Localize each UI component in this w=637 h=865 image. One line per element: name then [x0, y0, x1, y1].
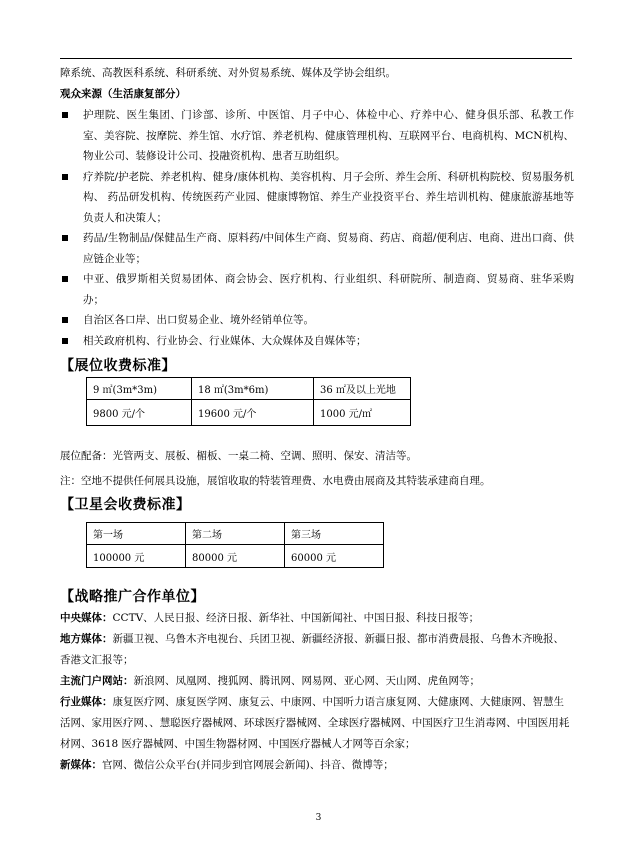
table-row — [87, 400, 411, 426]
bullet-square-icon — [62, 317, 68, 323]
header-rule — [60, 58, 572, 59]
table-row — [87, 523, 384, 545]
page-content — [60, 63, 574, 776]
table-cell: 1000 元/㎡ — [314, 400, 411, 426]
bullet-square-icon — [62, 276, 68, 282]
bullet-square-icon — [62, 235, 68, 241]
booth-config: 展位配备：光管两支、展板、楣板、一桌二椅、空调、照明、保安、清洁等。 — [60, 450, 417, 462]
table-cell: 9 ㎡(3m*3m) — [87, 378, 192, 400]
booth-heading: 【展位收费标准】 — [60, 358, 176, 374]
list-item: 行业媒体：康复医疗网、康复医学网、康复云、中康网、中国听力语言康复网、大健康网、大健康网、智慧生活网、家用医疗网、、慧聪医疗器械网、环球医疗器械网、全球医疗器械网、中国医疗卫生消毒网、中国医用耗材网、3618 医疗器械网、中国生物器材网、中国医疗器械人才网等百余家； — [60, 696, 570, 750]
bullet-square-icon — [62, 174, 68, 180]
table-cell: 第一场 — [87, 523, 186, 545]
table-cell: 第三场 — [285, 523, 384, 545]
table-cell: 80000 元 — [186, 545, 285, 568]
table-cell: 9800 元/个 — [87, 400, 192, 426]
partners-heading: 【战略推广合作单位】 — [60, 589, 205, 605]
table-cell: 18 ㎡(3m*6m) — [192, 378, 314, 400]
list-item: 中亚、俄罗斯相关贸易团体、商会协会、医疗机构、行业组织、科研院所、制造商、贸易商、驻华采购办； — [60, 269, 574, 310]
list-item: 药品/生物制品/保健品生产商、原料药/中间体生产商、贸易商、药店、商超/便利店、电商、进出口商、供应链企业等； — [60, 228, 574, 269]
partners-list — [60, 608, 574, 776]
audience-heading: 观众来源（生活康复部分） — [60, 88, 186, 100]
list-item: 中央媒体：CCTV、人民日报、经济日报、新华社、中国新闻社、中国日报、科技日报等； — [60, 612, 480, 624]
booth-price-table — [86, 377, 411, 426]
list-item: 主流门户网站：新浪网、凤凰网、搜狐网、腾讯网、网易网、亚心网、天山网、虎鱼网等； — [60, 675, 480, 687]
bullet-square-icon — [62, 338, 68, 344]
table-row — [87, 545, 384, 568]
table-cell: 36 ㎡及以上光地 — [314, 378, 411, 400]
continuation-text: 障系统、高教医科系统、科研系统、对外贸易系统、媒体及学协会组织。 — [60, 67, 396, 79]
satellite-heading: 【卫星会收费标准】 — [60, 497, 191, 513]
list-item: 疗养院/护老院、养老机构、健身/康体机构、美容机构、月子会所、养生会所、科研机构院校、贸易服务机构、 药品研发机构、传统医药产业园、健康博物馆、养生产业投资平台、养生培训机构、健康旅游基地等负责人和决策人； — [60, 167, 574, 229]
list-item: 护理院、医生集团、门诊部、诊所、中医馆、月子中心、体检中心、疗养中心、健身俱乐部、私教工作室、美容院、按摩院、养生馆、水疗馆、养老机构、健康管理机构、互联网平台、电商机构、MCN机构、物业公司、装修设计公司、投融资机构、患者互助组织。 — [60, 105, 574, 167]
table-cell: 100000 元 — [87, 545, 186, 568]
table-cell: 60000 元 — [285, 545, 384, 568]
satellite-price-table — [86, 522, 384, 568]
table-row — [87, 378, 411, 400]
list-item: 自治区各口岸、出口贸易企业、境外经销单位等。 — [60, 310, 574, 331]
list-item: 地方媒体：新疆卫视、乌鲁木齐电视台、兵团卫视、新疆经济报、新疆日报、都市消费晨报、乌鲁木齐晚报、香港文汇报等； — [60, 633, 564, 666]
booth-note: 注：空地不提供任何展具设施，展馆收取的特装管理费、水电费由展商及其特装承建商自理。 — [60, 475, 491, 487]
page-number: 3 — [315, 813, 322, 823]
table-cell: 第二场 — [186, 523, 285, 545]
list-item: 新媒体：官网、微信公众平台(并同步到官网展会新闻)、抖音、微博等； — [60, 759, 394, 771]
list-item: 相关政府机构、行业协会、行业媒体、大众媒体及自媒体等； — [60, 331, 574, 352]
audience-list — [60, 105, 574, 351]
table-cell: 19600 元/个 — [192, 400, 314, 426]
bullet-square-icon — [62, 112, 68, 118]
